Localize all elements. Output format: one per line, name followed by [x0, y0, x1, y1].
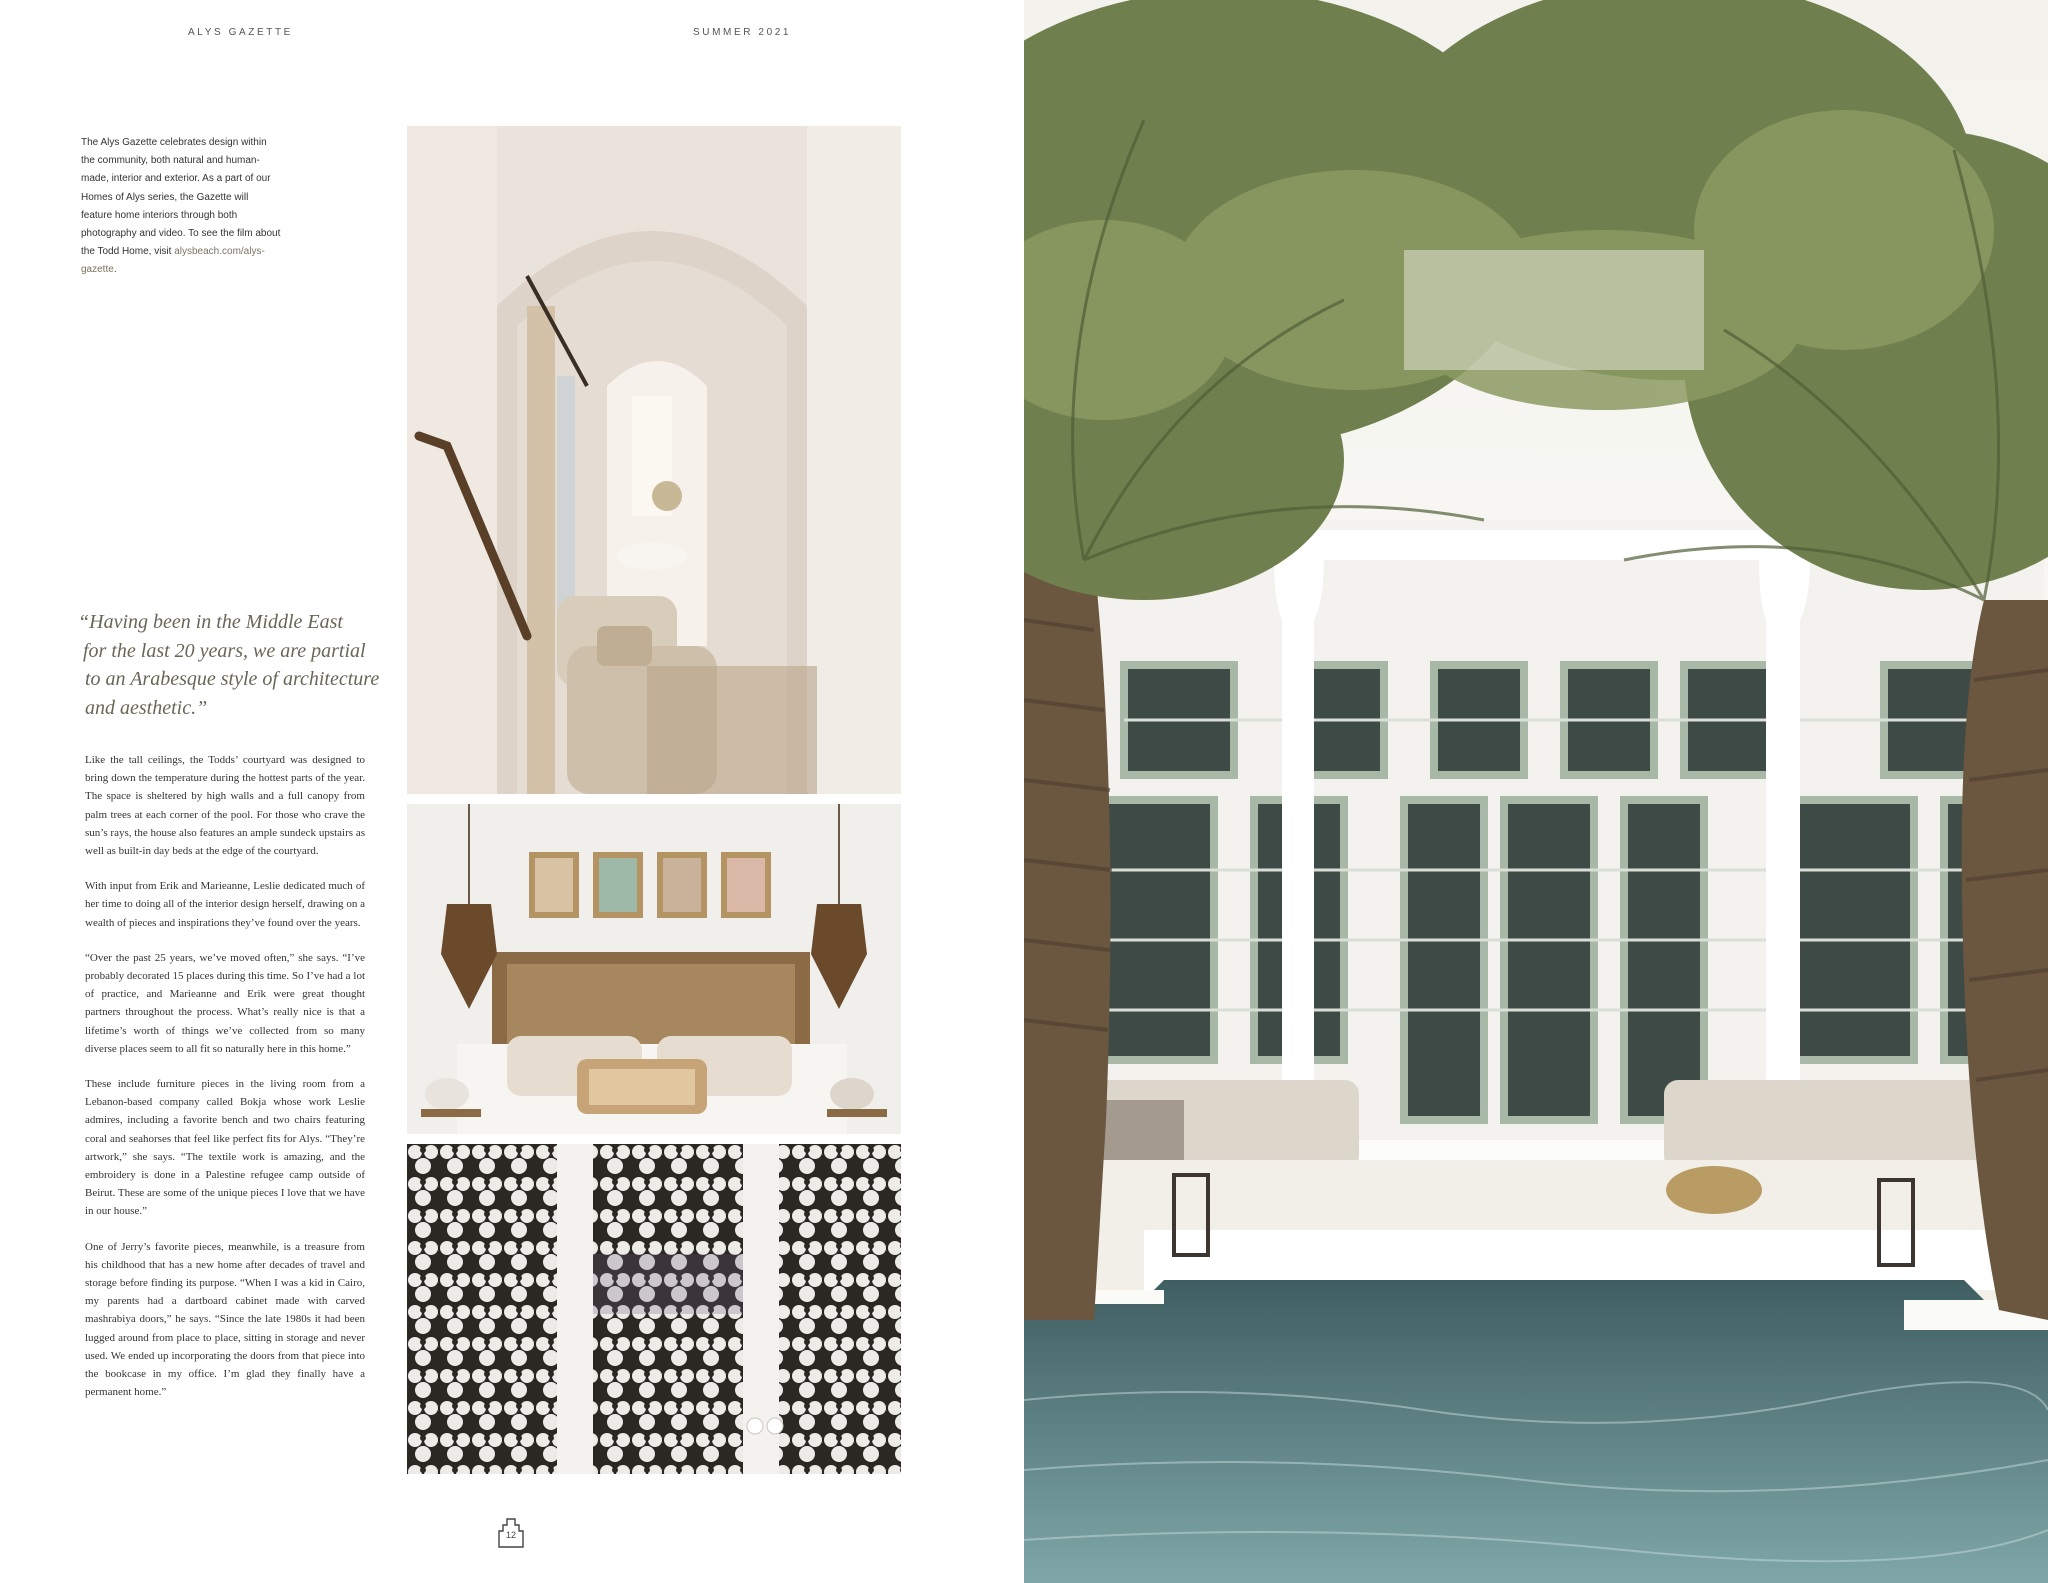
magazine-title: ALYS GAZETTE [188, 27, 293, 38]
pull-quote-line: “Having been in the Middle East [78, 611, 343, 633]
pull-quote [78, 608, 380, 722]
intro-text [81, 134, 281, 280]
article-paragraph: “Over the past 25 years, we’ve moved often,” she says. “I’ve probably decorated 15 places during this time. So I’ve had a lot of practice, and Marieanne and Erik were great thought partners throughout the process. What’s really nice is that a lifetime’s worth of things we’ve collected from so many diverse places seem to all fit so naturally here in this home.” [85, 951, 365, 1055]
pull-quote-line: to an Arabesque style of architecture [85, 668, 380, 690]
mashrabiya-image [407, 1144, 901, 1474]
hallway-image [407, 126, 901, 794]
intro-body: The Alys Gazette celebrates design within the community, both natural and human-made, interior and exterior. As a part of our Homes of Alys series, the Gazette will feature home interiors through both photography and video. To see the film about the Todd Home, visit [81, 137, 281, 258]
issue-date: SUMMER 2021 [693, 27, 792, 38]
article-paragraph: With input from Erik and Marieanne, Leslie dedicated much of her time to doing all of the interior design herself, drawing on a wealth of pieces and inspirations they’ve found over the years. [85, 880, 365, 929]
article-paragraph: Like the tall ceilings, the Todds’ courtyard was designed to bring down the temperature during the hottest parts of the year. The space is sheltered by high walls and a full canopy from palm trees at each corner of the pool. For those who crave the sun’s rays, the house also features an ample sundeck upstairs as well as built-in day beds at the edge of the courtyard. [85, 754, 365, 858]
page-number [496, 1515, 526, 1549]
bedroom-image [407, 804, 901, 1134]
article-paragraph: These include furniture pieces in the living room from a Lebanon-based company called Bokja whose work Leslie admires, including a favorite bench and two chairs featuring coral and seahorses that feel like perfect fits for Alys. “They’re artwork,” she says. “The textile work is amazing, and the embroidery is done in a Palestine refugee camp outside of Beirut. These are some of the unique pieces I love that we have in our house.” [85, 1078, 365, 1218]
pull-quote-line: for the last 20 years, we are partial [83, 639, 366, 662]
pull-quote-line: and aesthetic.” [85, 696, 208, 719]
courtyard-image [1024, 0, 2048, 1583]
article-paragraph: One of Jerry’s favorite pieces, meanwhile, is a treasure from his childhood that has a new home after decades of travel and storage before finding its purpose. “When I was a kid in Cairo, my parents had a dartboard cabinet made with carved mashrabiya doors,” he says. “Since the late 1980s it had been lugged around from place to place, sitting in storage and never used. We ended up incorporating the doors from that piece into the bookcase in my office. I’m glad they finally have a permanent home.” [85, 1240, 365, 1399]
mashrabiya-photo [407, 1144, 901, 1474]
article-body [85, 751, 365, 1419]
bedroom-photo [407, 804, 901, 1134]
hallway-photo [407, 126, 901, 794]
courtyard-photo [1024, 0, 2048, 1583]
page-number-text: 12 [505, 1530, 516, 1540]
intro-end: . [113, 264, 117, 276]
gazette-link[interactable]: alysbeach.com/alys-gazette [81, 246, 265, 276]
